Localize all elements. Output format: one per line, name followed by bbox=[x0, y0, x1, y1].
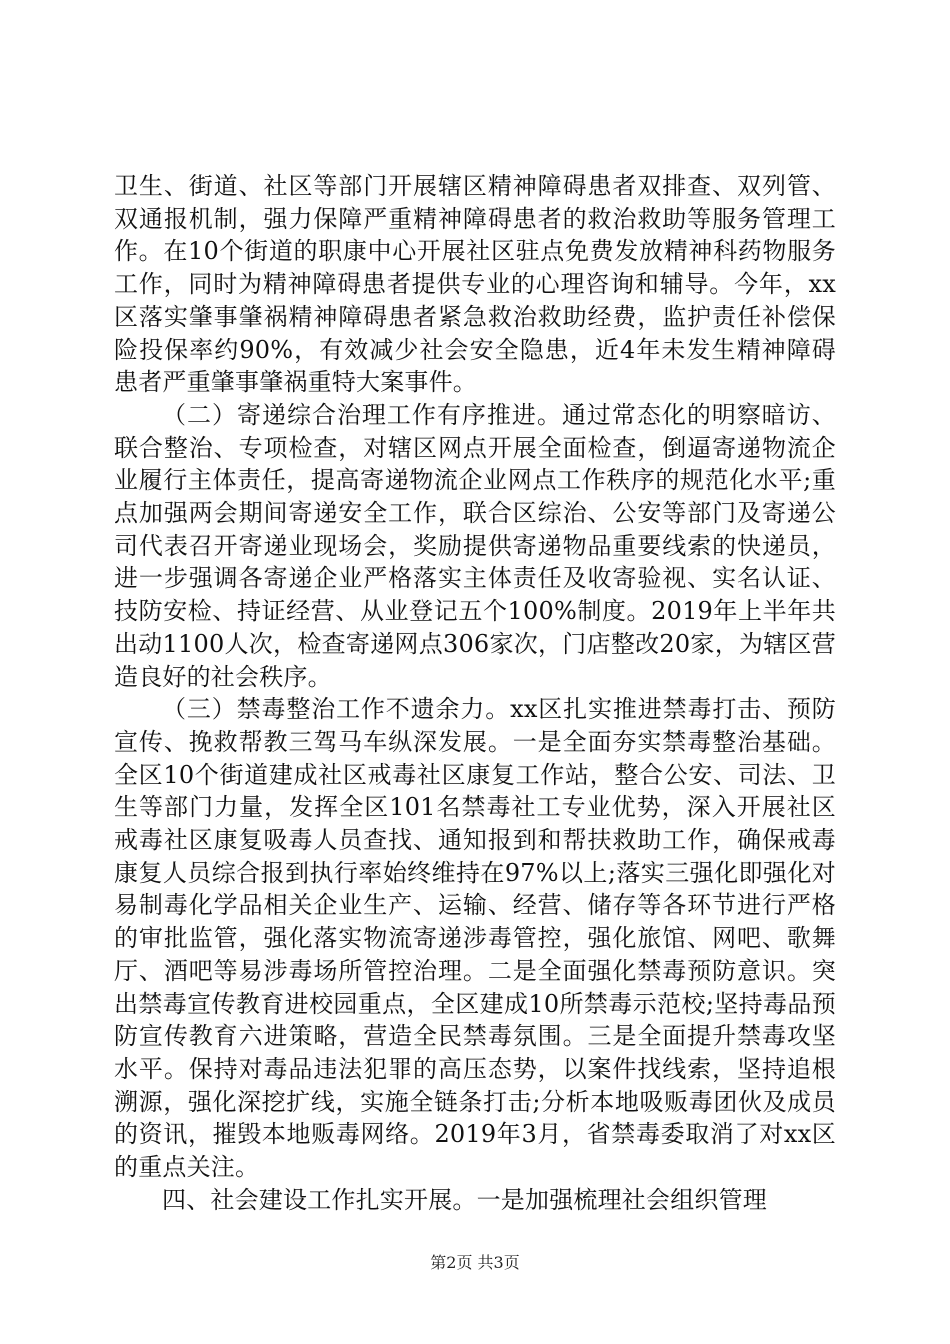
paragraph-section-2: （二）寄递综合治理工作有序推进。通过常态化的明察暗访、联合整治、专项检查，对辖区网点开展全面检查，倒逼寄递物流企业履行主体责任，提高寄递物流企业网点工作秩序的规范化水平;重点加强两会期间寄递安全工作，联合区综治、公安等部门及寄递公司代表召开寄递业现场会，奖励提供寄递物品重要线索的快递员，进一步强调各寄递企业严格落实主体责任及收寄验视、实名认证、技防安检、持证经营、从业登记五个100%制度。2019年上半年共出动1100人次，检查寄递网点306家次，门店整改20家，为辖区营造良好的社会秩序。 bbox=[114, 400, 836, 691]
paragraph-section-4: 四、社会建设工作扎实开展。一是加强梳理社会组织管理 bbox=[162, 1185, 767, 1214]
paragraph-continuation: 卫生、街道、社区等部门开展辖区精神障碍患者双排查、双列管、双通报机制，强力保障严重精神障碍患者的救治救助等服务管理工作。在10个街道的职康中心开展社区驻点免费发放精神科药物服务工作，同时为精神障碍患者提供专业的心理咨询和辅导。今年，xx区落实肇事肇祸精神障碍患者紧急救治救助经费，监护责任补偿保险投保率约90%，有效减少社会安全隐患，近4年未发生精神障碍患者严重肇事肇祸重特大案事件。 bbox=[114, 172, 836, 397]
document-body bbox=[114, 170, 836, 1217]
paragraph-section-3: （三）禁毒整治工作不遗余力。xx区扎实推进禁毒打击、预防宣传、挽救帮教三驾马车纵深发展。一是全面夯实禁毒整治基础。全区10个街道建成社区戒毒社区康复工作站，整合公安、司法、卫生等部门力量，发挥全区101名禁毒社工专业优势，深入开展社区戒毒社区康复吸毒人员查找、通知报到和帮扶救助工作，确保戒毒康复人员综合报到执行率始终维持在97%以上;落实三强化即强化对易制毒化学品相关企业生产、运输、经营、储存等各环节进行严格的审批监管，强化落实物流寄递涉毒管控，强化旅馆、网吧、歌舞厅、酒吧等易涉毒场所管控治理。二是全面强化禁毒预防意识。突出禁毒宣传教育进校园重点，全区建成10所禁毒示范校;坚持毒品预防宣传教育六进策略，营造全民禁毒氛围。三是全面提升禁毒攻坚水平。保持对毒品违法犯罪的高压态势，以案件找线索，坚持追根溯源，强化深挖扩线，实施全链条打击;分析本地吸贩毒团伙及成员的资讯，摧毁本地贩毒网络。2019年3月，省禁毒委取消了对xx区的重点关注。 bbox=[114, 695, 836, 1182]
page-footer: 第2页 共3页 bbox=[430, 1253, 520, 1272]
